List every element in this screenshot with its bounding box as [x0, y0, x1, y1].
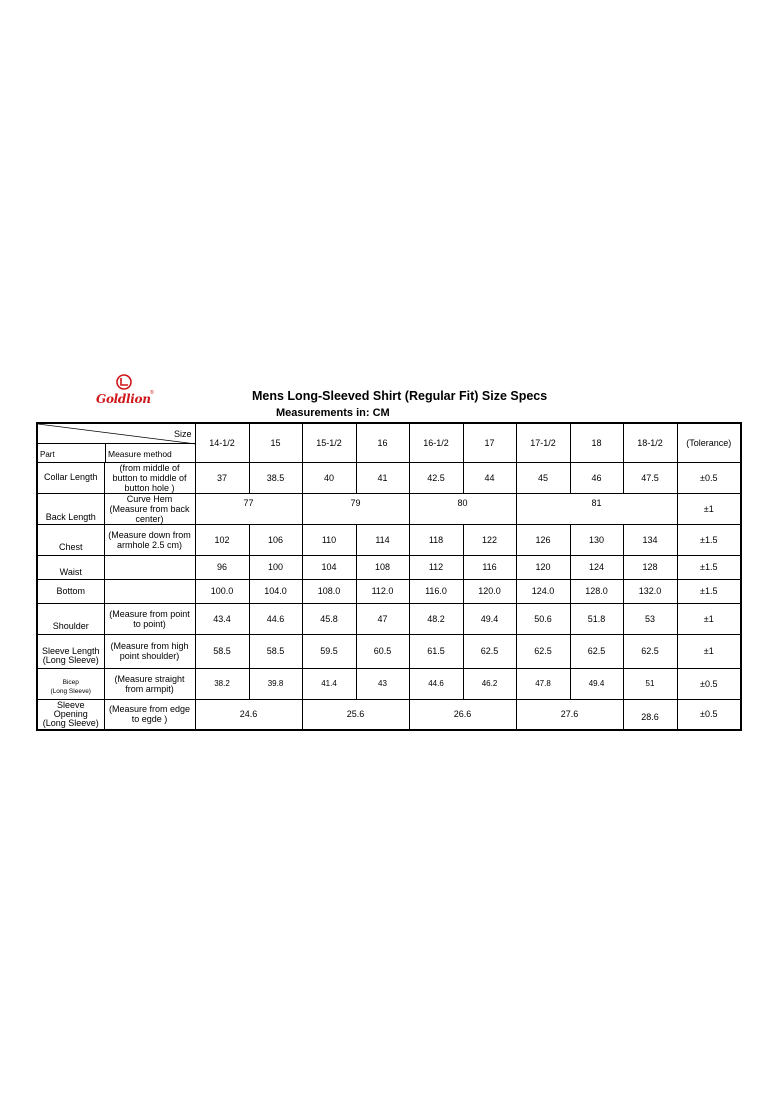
tolerance-cell: ±1 — [677, 493, 741, 524]
page-title: Mens Long-Sleeved Shirt (Regular Fit) Size Specs — [252, 389, 548, 403]
size-header: 16 — [356, 423, 409, 462]
part-sublabel: (Long Sleeve) — [50, 687, 91, 695]
part-cell: Chest — [37, 524, 104, 555]
part-cell: Back Length — [37, 493, 104, 524]
value-cell: 27.6 — [516, 699, 623, 730]
value-cell: 104 — [302, 555, 356, 579]
method-cell — [104, 579, 195, 603]
value-cell: 128.0 — [570, 579, 623, 603]
part-cell: Collar Length — [37, 462, 104, 493]
table-row — [37, 493, 741, 524]
header-method-label: Measure method — [108, 448, 172, 459]
table-row — [37, 462, 741, 493]
value-cell: 45 — [516, 462, 570, 493]
value-cell: 60.5 — [356, 634, 409, 668]
tolerance-cell: ±0.5 — [677, 668, 741, 699]
part-sublabel: (Long Sleeve) — [42, 654, 99, 665]
method-cell: Curve Hem (Measure from back center) — [104, 493, 195, 524]
tolerance-cell: ±1 — [677, 603, 741, 634]
value-cell: 37 — [195, 462, 249, 493]
value-cell: 120 — [516, 555, 570, 579]
value-cell: 124 — [570, 555, 623, 579]
value-cell: 39.8 — [249, 668, 302, 699]
value-cell: 58.5 — [195, 634, 249, 668]
value-cell: 122 — [463, 524, 516, 555]
part-cell — [37, 668, 104, 699]
logo-text: Goldlion — [96, 392, 151, 406]
value-cell: 47.8 — [516, 668, 570, 699]
size-header: 16-1/2 — [409, 423, 463, 462]
tolerance-cell: ±1.5 — [677, 555, 741, 579]
part-label: Sleeve Opening — [53, 699, 88, 719]
size-header: 15-1/2 — [302, 423, 356, 462]
value-cell: 51 — [623, 668, 677, 699]
value-cell: 108 — [356, 555, 409, 579]
value-cell: 46 — [570, 462, 623, 493]
value-cell: 120.0 — [463, 579, 516, 603]
value-cell: 62.5 — [516, 634, 570, 668]
value-cell: 47 — [356, 603, 409, 634]
value-cell: 40 — [302, 462, 356, 493]
header-size-label: Size — [173, 429, 192, 439]
value-cell: 44.6 — [409, 668, 463, 699]
value-cell: 43 — [356, 668, 409, 699]
value-cell: 112.0 — [356, 579, 409, 603]
table-row — [37, 603, 741, 634]
value-cell: 51.8 — [570, 603, 623, 634]
value-cell: 42.5 — [409, 462, 463, 493]
method-cell: (Measure from high point shoulder) — [104, 634, 195, 668]
value-cell: 100 — [249, 555, 302, 579]
value-cell: 62.5 — [463, 634, 516, 668]
value-cell: 80 — [409, 493, 516, 524]
part-label: Sleeve Length — [41, 645, 100, 656]
brand-logo — [96, 373, 156, 411]
size-spec-table — [36, 422, 742, 731]
value-cell: 110 — [302, 524, 356, 555]
size-header: 17 — [463, 423, 516, 462]
value-cell: 24.6 — [195, 699, 302, 730]
value-cell: 124.0 — [516, 579, 570, 603]
value-cell: 41 — [356, 462, 409, 493]
size-header: 14-1/2 — [195, 423, 249, 462]
part-cell: Waist — [37, 555, 104, 579]
method-cell: (Measure from point to point) — [104, 603, 195, 634]
value-cell: 58.5 — [249, 634, 302, 668]
logo-registered-mark: ® — [150, 390, 154, 396]
tolerance-cell: ±0.5 — [677, 462, 741, 493]
part-cell: Shoulder — [37, 603, 104, 634]
value-cell: 128 — [623, 555, 677, 579]
value-cell: 77 — [195, 493, 302, 524]
value-cell: 114 — [356, 524, 409, 555]
tolerance-cell: ±1 — [677, 634, 741, 668]
size-header: 18-1/2 — [623, 423, 677, 462]
method-cell: (Measure from edge to egde ) — [104, 699, 195, 730]
method-cell: (from middle of button to middle of button hole ) — [104, 462, 195, 493]
value-cell: 48.2 — [409, 603, 463, 634]
value-cell: 61.5 — [409, 634, 463, 668]
value-cell: 96 — [195, 555, 249, 579]
value-cell: 130 — [570, 524, 623, 555]
value-cell: 49.4 — [463, 603, 516, 634]
tolerance-cell: ±0.5 — [677, 699, 741, 730]
value-cell: 106 — [249, 524, 302, 555]
value-cell: 81 — [516, 493, 677, 524]
value-cell: 50.6 — [516, 603, 570, 634]
value-cell: 38.5 — [249, 462, 302, 493]
table-row — [37, 634, 741, 668]
part-cell — [37, 634, 104, 668]
value-cell: 41.4 — [302, 668, 356, 699]
size-header: 18 — [570, 423, 623, 462]
value-cell: 132.0 — [623, 579, 677, 603]
method-cell: (Measure down from armhole 2.5 cm) — [104, 524, 195, 555]
value-cell: 116.0 — [409, 579, 463, 603]
value-cell: 44 — [463, 462, 516, 493]
value-cell: 112 — [409, 555, 463, 579]
value-cell: 100.0 — [195, 579, 249, 603]
tolerance-cell: ±1.5 — [677, 524, 741, 555]
header-row — [37, 423, 741, 462]
table-row — [37, 579, 741, 603]
method-cell — [104, 555, 195, 579]
value-cell: 116 — [463, 555, 516, 579]
value-cell: 43.4 — [195, 603, 249, 634]
table-row — [37, 555, 741, 579]
value-cell: 59.5 — [302, 634, 356, 668]
value-cell: 104.0 — [249, 579, 302, 603]
value-cell: 62.5 — [570, 634, 623, 668]
value-cell: 49.4 — [570, 668, 623, 699]
value-cell: 79 — [302, 493, 409, 524]
header-part-label: Part — [40, 449, 55, 459]
value-cell: 108.0 — [302, 579, 356, 603]
part-cell — [37, 699, 104, 730]
value-cell: 47.5 — [623, 462, 677, 493]
part-cell: Bottom — [37, 579, 104, 603]
value-cell: 62.5 — [623, 634, 677, 668]
value-cell: 126 — [516, 524, 570, 555]
size-header: 17-1/2 — [516, 423, 570, 462]
logo-mark-icon — [114, 373, 134, 391]
value-cell: 45.8 — [302, 603, 356, 634]
value-cell: 38.2 — [195, 668, 249, 699]
value-cell: 28.6 — [623, 699, 677, 730]
table-row — [37, 524, 741, 555]
table-row — [37, 699, 741, 730]
value-cell: 118 — [409, 524, 463, 555]
value-cell: 44.6 — [249, 603, 302, 634]
page-subtitle: Measurements in: CM — [276, 407, 390, 419]
header-corner-cell — [37, 423, 195, 462]
part-sublabel: (Long Sleeve) — [42, 717, 99, 728]
tolerance-header: (Tolerance) — [677, 423, 741, 462]
value-cell: 25.6 — [302, 699, 409, 730]
value-cell: 102 — [195, 524, 249, 555]
method-cell: (Measure straight from armpit) — [104, 668, 195, 699]
value-cell: 26.6 — [409, 699, 516, 730]
value-cell: 134 — [623, 524, 677, 555]
tolerance-cell: ±1.5 — [677, 579, 741, 603]
size-header: 15 — [249, 423, 302, 462]
value-cell: 46.2 — [463, 668, 516, 699]
table-row — [37, 668, 741, 699]
part-label: Bicep — [62, 678, 79, 686]
value-cell: 53 — [623, 603, 677, 634]
